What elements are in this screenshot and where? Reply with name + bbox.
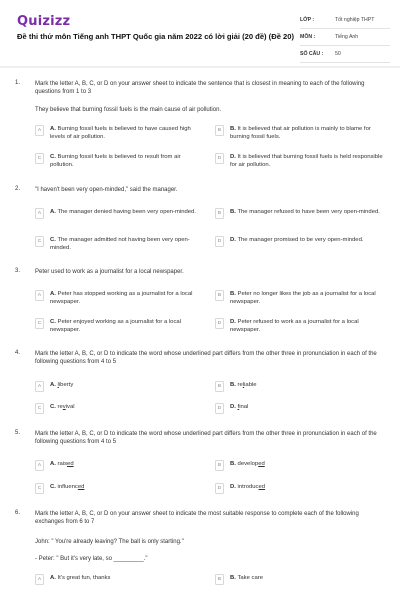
option-letter-box: A [35, 460, 44, 471]
option-letter-box: A [35, 208, 44, 219]
option-label: A. [50, 461, 56, 467]
option-label: A. [50, 209, 56, 215]
question-stem-reply: - Peter: " But it's very late, so _________." [35, 556, 148, 562]
option-label: B. [230, 126, 236, 132]
option-text: The manager promised to be very open-minded. [237, 237, 364, 243]
option-d[interactable] [215, 318, 390, 334]
option-letter-box: A [35, 125, 44, 136]
question-number: 2. [15, 186, 21, 192]
question-1 [15, 80, 390, 180]
option-label: A. [50, 382, 56, 388]
option-letter-box: B [215, 574, 224, 585]
option-d[interactable] [215, 483, 380, 494]
option-label: A. [50, 126, 56, 132]
option-text: developed [237, 461, 265, 467]
option-label: D. [230, 484, 236, 490]
question-instruction: Mark the letter A, B, C, or D to indicate the word whose underlined part differs from the other three in pronunciation in each of the following questions from 4 to 5 [35, 351, 377, 366]
question-5 [15, 430, 390, 500]
question-instruction: "I haven't been very open-minded," said the manager. [35, 187, 178, 193]
option-label: C. [50, 319, 56, 325]
option-a[interactable] [35, 574, 200, 585]
meta-label: SỐ CÂU : [300, 51, 324, 57]
option-b[interactable] [215, 381, 380, 392]
option-letter-box: B [215, 290, 224, 301]
option-text: influenced [57, 484, 85, 490]
option-letter-box: C [35, 153, 44, 164]
option-text: Peter no longer likes the job as a journalist for a local newspaper. [230, 291, 376, 305]
option-a[interactable] [35, 460, 200, 471]
option-d[interactable] [215, 236, 400, 247]
option-letter-box: C [35, 483, 44, 494]
option-b[interactable] [215, 574, 380, 585]
option-text: revival [57, 404, 75, 410]
option-label: B. [230, 209, 236, 215]
question-2 [15, 186, 390, 256]
option-label: B. [230, 382, 236, 388]
option-text: The manager admitted not having been very open-minded. [50, 237, 190, 251]
option-label: A. [50, 575, 56, 581]
option-c[interactable] [35, 236, 200, 252]
option-text: liberty [57, 382, 74, 388]
option-text: reliable [237, 382, 257, 388]
question-instruction: Mark the letter A, B, C, or D to indicate the word whose underlined part differs from the other three in pronunciation in each of the following questions from 4 to 5 [35, 431, 377, 446]
option-a[interactable] [35, 208, 200, 219]
question-number: 3. [15, 268, 21, 274]
option-letter-box: A [35, 290, 44, 301]
question-3 [15, 268, 390, 343]
option-letter-box: A [35, 574, 44, 585]
option-d[interactable] [215, 403, 380, 414]
quizizz-logo: Quizizz [17, 14, 71, 29]
option-text: Peter has stopped working as a journalist for a local newspaper. [50, 291, 193, 305]
option-letter-box: B [215, 381, 224, 392]
option-label: C. [50, 484, 56, 490]
option-letter-box: D [215, 236, 224, 247]
option-label: D. [230, 404, 236, 410]
option-letter-box: B [215, 125, 224, 136]
option-c[interactable] [35, 318, 200, 334]
option-label: C. [50, 237, 56, 243]
meta-row-subject [300, 29, 390, 46]
option-label: C. [50, 404, 56, 410]
question-number: 1. [15, 80, 21, 86]
question-6 [15, 510, 390, 598]
header-divider [0, 66, 400, 68]
meta-row-count [300, 46, 390, 63]
option-letter-box: B [215, 208, 224, 219]
option-b[interactable] [215, 125, 390, 141]
question-instruction: Peter used to work as a journalist for a local newspaper. [35, 269, 184, 275]
option-text: Burning fossil fuels is believed to have caused high levels of air pollution. [50, 126, 191, 140]
option-label: B. [230, 291, 236, 297]
meta-value: Tiếng Anh [335, 34, 359, 40]
question-stem: They believe that burning fossil fuels is the main cause of air pollution. [35, 107, 222, 113]
option-letter-box: D [215, 153, 224, 164]
option-b[interactable] [215, 460, 380, 471]
option-text: final [237, 404, 249, 410]
option-letter-box: C [35, 236, 44, 247]
question-number: 4. [15, 350, 21, 356]
option-letter-box: B [215, 460, 224, 471]
option-label: D. [230, 237, 236, 243]
option-b[interactable] [215, 290, 390, 306]
option-letter-box: D [215, 483, 224, 494]
option-d[interactable] [215, 153, 390, 169]
meta-value: 50 [335, 51, 341, 57]
question-instruction: Mark the letter A, B, C, or D on your answer sheet to indicate the most suitable response to complete each of the following exchanges from 6 to 7 [35, 511, 359, 526]
question-4 [15, 350, 390, 430]
meta-row-class [300, 12, 390, 29]
document-title: Đề thi thử môn Tiếng anh THPT Quốc gia năm 2022 có lời giải (20 đề) (Đề 20) [17, 32, 295, 41]
question-stem: John: " You're already leaving? The ball is only starting." [35, 539, 184, 545]
question-instruction: Mark the letter A, B, C, or D on your answer sheet to indicate the sentence that is closest in meaning to each of the following questions from 1 to 3 [35, 81, 365, 96]
option-c[interactable] [35, 153, 200, 169]
option-text: raised [57, 461, 74, 467]
option-text: It's great fun, thanks [57, 575, 111, 581]
option-label: B. [230, 575, 236, 581]
meta-label: LỚP : [300, 17, 315, 23]
meta-value: Tốt nghiệp THPT [335, 17, 375, 23]
option-label: B. [230, 461, 236, 467]
option-label: D. [230, 319, 236, 325]
question-number: 5. [15, 430, 21, 436]
option-a[interactable] [35, 125, 200, 141]
option-letter-box: D [215, 318, 224, 329]
option-text: The manager refused to have been very open-minded. [237, 209, 380, 215]
option-letter-box: C [35, 403, 44, 414]
option-c[interactable] [35, 483, 200, 494]
option-text: Take care [237, 575, 263, 581]
meta-table [300, 12, 390, 63]
option-label: D. [230, 154, 236, 160]
meta-label: MÔN : [300, 34, 316, 40]
option-a[interactable] [35, 290, 200, 306]
option-letter-box: A [35, 381, 44, 392]
option-text: It is believed that air pollution is mainly to blame for burning fossil fuels. [230, 126, 371, 140]
option-letter-box: C [35, 318, 44, 329]
option-letter-box: D [215, 403, 224, 414]
option-a[interactable] [35, 381, 200, 392]
option-text: It is believed that burning fossil fuels is held responsible for air pollution. [230, 154, 383, 168]
option-b[interactable] [215, 208, 390, 219]
option-text: Peter refused to work as a journalist for a local newspaper. [230, 319, 359, 333]
option-text: Burning fossil fuels is believed to result from air pollution. [50, 154, 181, 168]
option-text: The manager denied having been very open-minded. [57, 209, 196, 215]
option-c[interactable] [35, 403, 200, 414]
question-number: 6. [15, 510, 21, 516]
option-text: introduced [237, 484, 266, 490]
option-text: Peter enjoyed working as a journalist for a local newspaper. [50, 319, 181, 333]
option-label: C. [50, 154, 56, 160]
option-label: A. [50, 291, 56, 297]
